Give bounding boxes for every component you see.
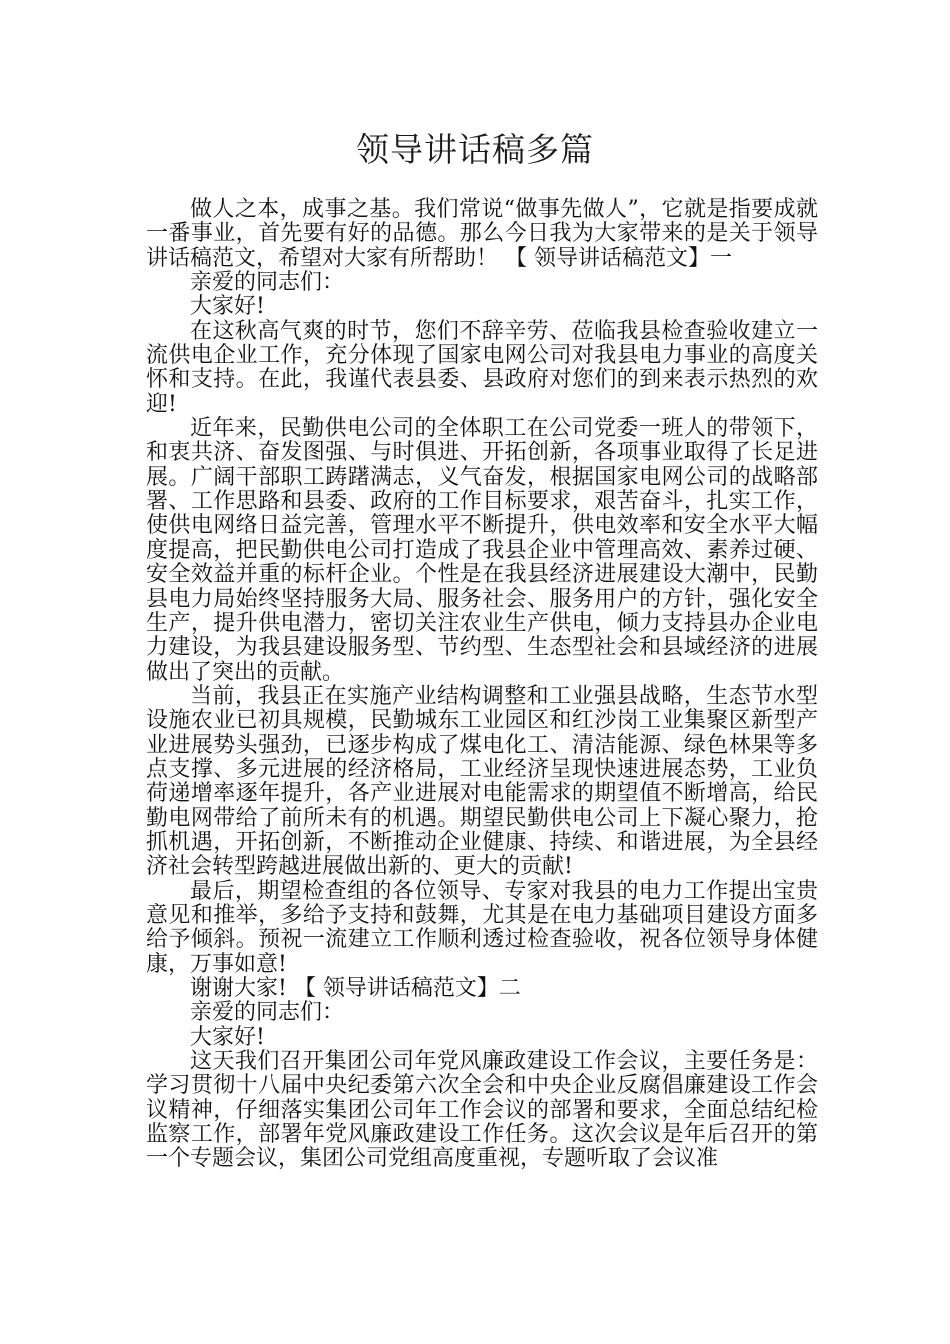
paragraph-meeting: 这天我们召开集团公司年党风廉政建设工作会议，主要任务是：学习贯彻十八届中央纪委第六次全会和中央企业反腐倡廉建设工作会议精神，仔细落实集团公司年工作会议的部署和要求，全面总结纪检监察工作，部署年党风廉政建设工作任务。这次会议是年后召开的第一个专题会议，集团公司党组高度重视，专题听取了会议准	[146, 1049, 818, 1172]
paragraph-salutation: 亲爱的同志们：	[190, 270, 345, 296]
paragraph-greeting-2: 大家好!	[190, 1024, 265, 1050]
document-body	[146, 198, 818, 1172]
paragraph-salutation-2: 亲爱的同志们：	[190, 1000, 345, 1026]
paragraph-welcome: 在这秋高气爽的时节，您们不辞辛劳、莅临我县检查验收建立一流供电企业工作，充分体现了国家电网公司对我县电力事业的高度关怀和支持。在此，我谨代表县委、县政府对您们的到来表示热烈的欢迎!	[146, 318, 818, 417]
paragraph-thanks: 谢谢大家! 【 领导讲话稿范文】二	[190, 976, 521, 1001]
paragraph-achievements: 近年来，民勤供电公司的全体职工在公司党委一班人的带领下，和衷共济、奋发图强、与时俱进、开拓创新，各项事业取得了长足进展。广阔干部职工踌躇满志，义气奋发，根据国家电网公司的战略部署、工作思路和县委、政府的工作目标要求，艰苦奋斗，扎实工作，使供电网络日益完善，管理水平不断提升，供电效率和安全水平大幅度提高，把民勤供电公司打造成了我县企业中管理高效、素养过硬、安全效益并重的标杆企业。个性是在我县经济进展建设大潮中，民勤县电力局始终坚持服务大局、服务社会、服务用户的方针，强化安全生产，提升供电潜力，密切关注农业生产供电，倾力支持县办企业电力建设，为我县建设服务型、节约型、生态型社会和县域经济的进展做出了突出的贡献。	[146, 416, 818, 685]
paragraph-greeting: 大家好!	[190, 294, 265, 320]
paragraph-closing: 最后，期望检查组的各位领导、专家对我县的电力工作提出宝贵意见和推举，多给予支持和鼓舞，尤其是在电力基础项目建设方面多给予倾斜。预祝一流建立工作顺利透过检查验收，祝各位领导身体健康，万事如意!	[146, 878, 818, 977]
paragraph-intro: 做人之本，成事之基。我们常说“做事先做人”，它就是指要成就一番事业，首先要有好的品德。那么今日我为大家带来的是关于领导讲话稿范文，希望对大家有所帮助！ 【 领导讲话稿范文】一	[146, 197, 818, 271]
document-title: 领导讲话稿多篇	[356, 130, 594, 169]
paragraph-current-situation: 当前，我县正在实施产业结构调整和工业强县战略，生态节水型设施农业已初具规模，民勤城东工业园区和红沙岗工业集聚区新型产业进展势头强劲，已逐步构成了煤电化工、清洁能源、绿色林果等多点支撑、多元进展的经济格局，工业经济呈现快速进展态势，工业负荷递增率逐年提升，各产业进展对电能需求的期望值不断增高，给民勤电网带给了前所未有的机遇。期望民勤供电公司上下凝心聚力，抢抓机遇，开拓创新，不断推动企业健康、持续、和谐进展，为全县经济社会转型跨越进展做出新的、更大的贡献!	[146, 683, 818, 880]
